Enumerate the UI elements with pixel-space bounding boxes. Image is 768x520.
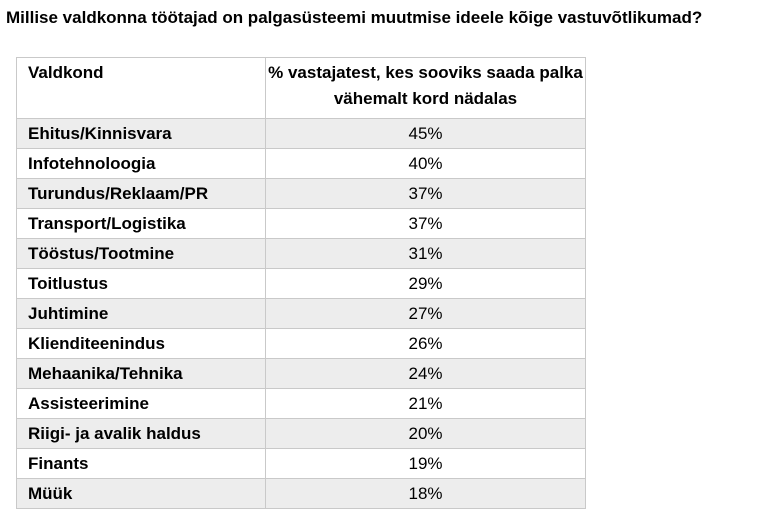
table-body [17, 119, 586, 509]
table-row [17, 359, 586, 389]
table-row [17, 449, 586, 479]
row-value: 19% [266, 449, 586, 479]
row-value: 20% [266, 419, 586, 449]
table-row [17, 389, 586, 419]
survey-table [16, 57, 586, 509]
row-label: Turundus/Reklaam/PR [17, 179, 266, 209]
table-row [17, 269, 586, 299]
row-value: 18% [266, 479, 586, 509]
row-value: 21% [266, 389, 586, 419]
row-value: 45% [266, 119, 586, 149]
row-value: 31% [266, 239, 586, 269]
row-value: 40% [266, 149, 586, 179]
row-value: 37% [266, 179, 586, 209]
row-label: Klienditeenindus [17, 329, 266, 359]
row-label: Juhtimine [17, 299, 266, 329]
row-label: Transport/Logistika [17, 209, 266, 239]
table-row [17, 239, 586, 269]
column-header-valdkond: Valdkond [17, 58, 266, 119]
row-label: Finants [17, 449, 266, 479]
table-row [17, 419, 586, 449]
row-label: Toitlustus [17, 269, 266, 299]
column-header-percent-text: % vastajatest, kes sooviks saada palka vähemalt kord nädalas [268, 63, 583, 108]
row-value: 27% [266, 299, 586, 329]
chart-title: Millise valdkonna töötajad on palgasüsteemi muutmise ideele kõige vastuvõtlikumad? [6, 8, 703, 27]
row-label: Mehaanika/Tehnika [17, 359, 266, 389]
row-value: 37% [266, 209, 586, 239]
row-value: 26% [266, 329, 586, 359]
column-header-percent [266, 58, 586, 119]
table-row [17, 119, 586, 149]
row-value: 24% [266, 359, 586, 389]
table-row [17, 299, 586, 329]
row-label: Infotehnoloogia [17, 149, 266, 179]
row-label: Ehitus/Kinnisvara [17, 119, 266, 149]
table-row [17, 329, 586, 359]
table-row [17, 209, 586, 239]
table-row [17, 179, 586, 209]
row-label: Assisteerimine [17, 389, 266, 419]
row-label: Tööstus/Tootmine [17, 239, 266, 269]
table-header-row [17, 58, 586, 119]
row-label: Riigi- ja avalik haldus [17, 419, 266, 449]
table-row [17, 149, 586, 179]
table-row [17, 479, 586, 509]
row-value: 29% [266, 269, 586, 299]
row-label: Müük [17, 479, 266, 509]
